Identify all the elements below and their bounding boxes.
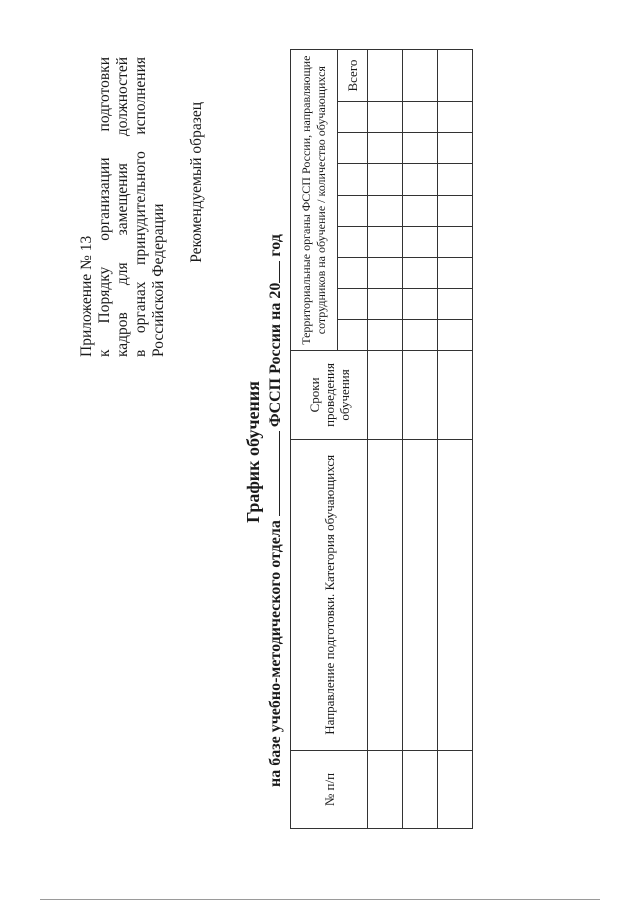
appendix-line-2: к Порядку организации подготовки xyxy=(96,57,113,357)
table-row xyxy=(368,50,403,829)
header-region-cell xyxy=(338,289,368,320)
rotated-landscape-sheet xyxy=(20,27,640,877)
header-regions: Территориальные органы ФССП России, направляющие сотрудников на обучение / количество обучающихся xyxy=(291,50,338,351)
header-total: Всего xyxy=(338,50,368,102)
document-subtitle xyxy=(265,234,285,787)
header-terms: Сроки проведения обучения xyxy=(291,351,368,439)
header-number: № п/п xyxy=(291,751,368,829)
subtitle-part-3: год xyxy=(267,234,284,257)
header-region-cell xyxy=(338,226,368,257)
appendix-header xyxy=(78,57,168,357)
header-region-cell xyxy=(338,102,368,133)
document-page xyxy=(10,0,622,905)
subtitle-part-1: на базе учебно-методического отдела xyxy=(267,520,284,787)
header-region-cell xyxy=(338,164,368,195)
appendix-line-5: Российской Федерации xyxy=(150,203,167,357)
header-region-cell xyxy=(338,195,368,226)
schedule-table xyxy=(290,49,473,829)
table-row xyxy=(403,50,438,829)
document-title: График обучения xyxy=(243,381,263,523)
blank-field-department xyxy=(265,431,280,516)
header-region-cell xyxy=(338,320,368,351)
table-row xyxy=(438,50,473,829)
header-direction: Направление подготовки. Категория обучающихся xyxy=(291,439,368,751)
appendix-line-4: в органах принудительного исполнения xyxy=(132,57,149,357)
appendix-line-3: кадров для замещения должностей xyxy=(114,57,131,357)
table-header-row xyxy=(291,50,338,829)
header-region-cell xyxy=(338,133,368,164)
blank-field-year xyxy=(265,261,280,283)
scan-edge-line xyxy=(40,899,600,900)
header-region-cell xyxy=(338,257,368,288)
subtitle-part-2: ФССП России на 20 xyxy=(267,282,284,428)
sample-label: Рекомендуемый образец xyxy=(188,102,205,263)
appendix-number: Приложение № 13 xyxy=(78,235,95,357)
